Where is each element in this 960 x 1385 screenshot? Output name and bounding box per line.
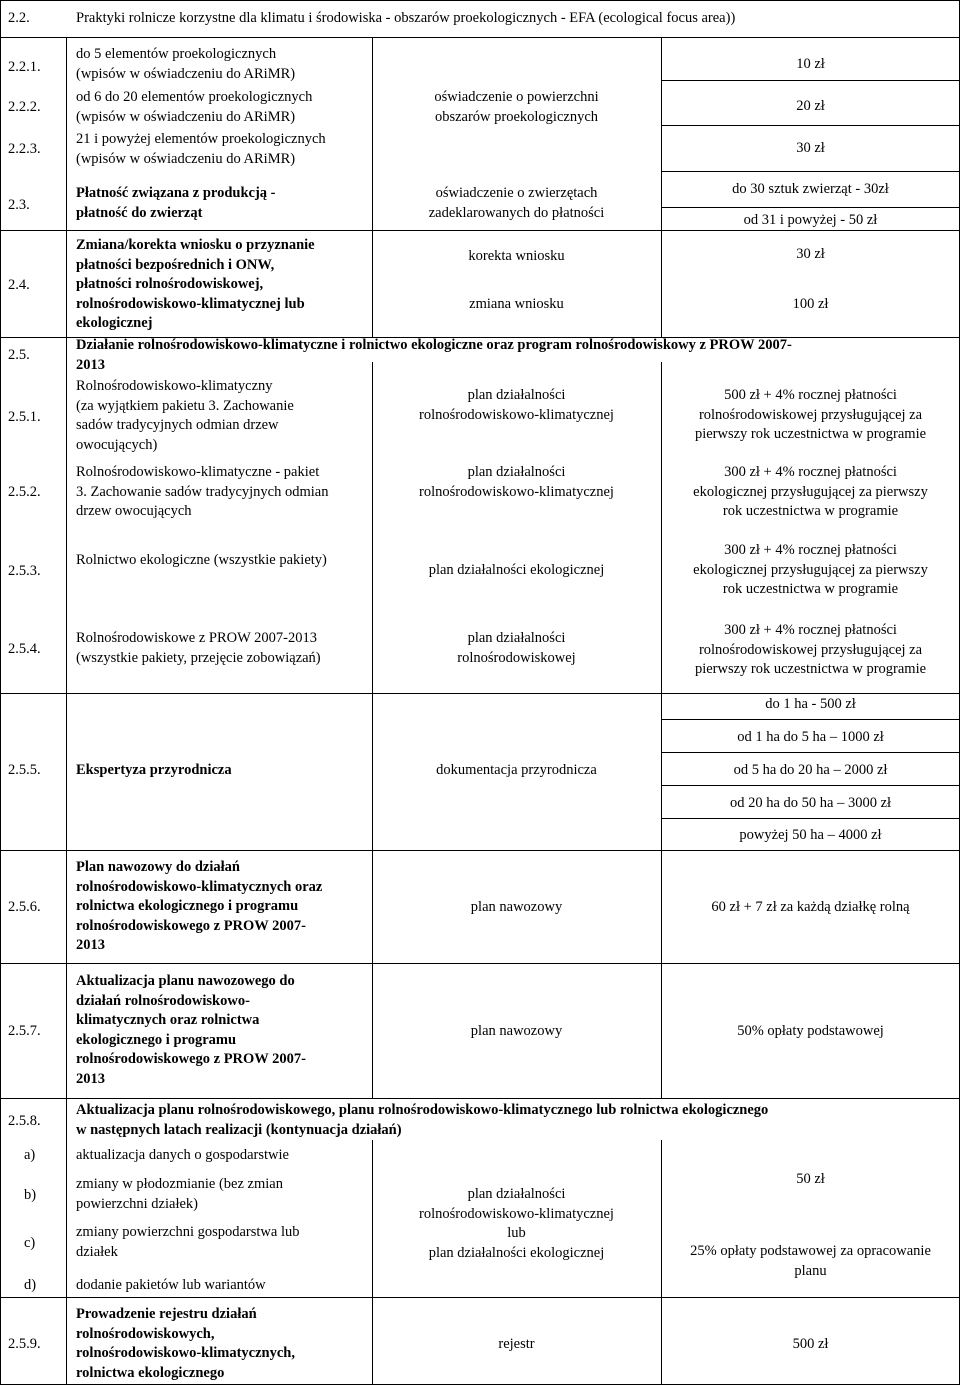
row-description: Rolnośrodowiskowe z PROW 2007-2013 (wszystkie pakiety, przejęcie zobowiązań): [76, 630, 321, 666]
row-description: aktualizacja danych o gospodarstwie: [76, 1147, 289, 1163]
row-document: oświadczenie o zwierzętach zadeklarowanych do płatności: [428, 185, 605, 221]
row-document: plan działalności rolnośrodowiskowo-klimatycznej: [419, 464, 614, 500]
row-document: rejestr: [498, 1336, 535, 1352]
price-divider: [661, 80, 960, 81]
row-divider: [0, 37, 960, 38]
row-number: 2.5.5.: [8, 762, 41, 778]
price-divider: [661, 785, 960, 786]
row-price: 300 zł + 4% rocznej płatności ekologicznej przysługującej za pierwszy rok uczestnictwa w programie: [693, 542, 928, 597]
row-description: Zmiana/korekta wniosku o przyznanie płatności bezpośrednich i ONW, płatności rolnośrodowiskowej, rolnośrodowiskowo-klimatycznej lub ekologicznej: [76, 237, 315, 331]
row-document: plan działalności rolnośrodowiskowej: [457, 630, 576, 666]
row-price: 20 zł: [796, 98, 825, 114]
row-description: dodanie pakietów lub wariantów: [76, 1277, 266, 1293]
row-number: 2.5.: [8, 347, 30, 363]
section-title: Praktyki rolnicze korzystne dla klimatu i środowiska - obszarów proekologicznych - EFA (ecological focus area)): [76, 10, 736, 26]
row-price: 100 zł: [792, 296, 829, 312]
row-description: Plan nawozowy do działań rolnośrodowiskowo-klimatycznych oraz rolnictwa ekologicznego i programu rolnośrodowiskowego z PROW 2007- 2013: [76, 859, 323, 953]
row-price: 300 zł + 4% rocznej płatności rolnośrodowiskowej przysługującej za pierwszy rok uczestnictwa w programie: [694, 622, 927, 677]
row-divider: [0, 850, 960, 851]
row-number: c): [24, 1235, 36, 1251]
row-document: oświadczenie o powierzchni obszarów proekologicznych: [434, 89, 599, 125]
row-price: od 31 i powyżej - 50 zł: [743, 212, 878, 228]
row-number: a): [24, 1147, 36, 1163]
row-price: 500 zł + 4% rocznej płatności rolnośrodowiskowej przysługującej za pierwszy rok uczestnictwa w programie: [694, 387, 927, 442]
column-divider-number: [66, 37, 67, 1385]
table-border-top: [0, 0, 960, 1]
row-price: od 1 ha do 5 ha – 1000 zł: [737, 729, 884, 745]
row-price: od 20 ha do 50 ha – 3000 zł: [729, 795, 892, 811]
row-description: Rolnośrodowiskowo-klimatyczny (za wyjątkiem pakietu 3. Zachowanie sadów tradycyjnych odmian drzew owocujących): [76, 378, 294, 453]
row-document: plan działalności rolnośrodowiskowo-klimatycznej: [419, 387, 614, 423]
row-number: 2.3.: [8, 197, 30, 213]
row-divider: [0, 1297, 960, 1298]
row-number: 2.4.: [8, 277, 30, 293]
row-number: 2.2.1.: [8, 59, 41, 75]
row-number: d): [24, 1277, 37, 1293]
row-number: 2.5.6.: [8, 899, 41, 915]
row-document: korekta wniosku: [468, 248, 565, 264]
row-description: do 5 elementów proekologicznych (wpisów w oświadczeniu do ARiMR): [76, 46, 296, 82]
row-number: 2.5.9.: [8, 1336, 41, 1352]
row-divider: [0, 1098, 960, 1099]
row-number: 2.5.2.: [8, 484, 41, 500]
row-description: Prowadzenie rejestru działań rolnośrodowiskowych, rolnośrodowiskowo-klimatycznych, rolnictwa ekologicznego: [76, 1306, 295, 1381]
row-description: Rolnośrodowiskowo-klimatyczne - pakiet 3. Zachowanie sadów tradycyjnych odmian drzew owocujących: [76, 464, 329, 519]
row-price: 10 zł: [796, 56, 825, 72]
row-price: 25% opłaty podstawowej za opracowanie planu: [690, 1243, 931, 1279]
row-document: dokumentacja przyrodnicza: [436, 762, 597, 778]
table-border-left: [0, 0, 1, 1385]
row-document: plan działalności ekologicznej: [428, 562, 605, 578]
row-description: od 6 do 20 elementów proekologicznych (wpisów w oświadczeniu do ARiMR): [76, 89, 313, 125]
row-description: Płatność związana z produkcją - płatność do zwierząt: [76, 185, 276, 221]
row-document: plan nawozowy: [470, 1023, 563, 1039]
row-number: b): [24, 1187, 37, 1203]
row-price: 300 zł + 4% rocznej płatności ekologicznej przysługującej za pierwszy rok uczestnictwa w programie: [693, 464, 928, 519]
row-description: zmiany w płodozmianie (bez zmian powierzchni działek): [76, 1176, 283, 1212]
row-number: 2.2.3.: [8, 141, 41, 157]
row-price: 30 zł: [796, 246, 825, 262]
row-price: 50% opłaty podstawowej: [737, 1023, 884, 1039]
row-number: 2.5.4.: [8, 641, 41, 657]
row-number: 2.5.1.: [8, 409, 41, 425]
row-number: 2.5.8.: [8, 1113, 41, 1129]
row-price: 500 zł: [792, 1336, 829, 1352]
row-divider: [0, 693, 960, 694]
row-document: zmiana wniosku: [469, 296, 564, 312]
section-number: 2.2.: [8, 10, 30, 26]
price-divider: [661, 171, 960, 172]
row-price: powyżej 50 ha – 4000 zł: [739, 827, 882, 843]
row-number: 2.5.3.: [8, 563, 41, 579]
row-description: Ekspertyza przyrodnicza: [76, 762, 232, 778]
price-divider: [661, 752, 960, 753]
price-divider: [661, 818, 960, 819]
row-document: plan działalności rolnośrodowiskowo-klimatycznej lub plan działalności ekologicznej: [419, 1186, 614, 1261]
row-price: do 1 ha - 500 zł: [765, 696, 856, 712]
row-number: 2.5.7.: [8, 1023, 41, 1039]
row-price: do 30 sztuk zwierząt - 30zł: [732, 181, 889, 197]
section-title: Działanie rolnośrodowiskowo-klimatyczne i rolnictwo ekologiczne oraz program rolnośrodowiskowy z PROW 2007- 2013: [76, 337, 792, 373]
row-description: Rolnictwo ekologiczne (wszystkie pakiety): [76, 552, 327, 568]
row-price: od 5 ha do 20 ha – 2000 zł: [733, 762, 888, 778]
price-divider: [661, 125, 960, 126]
price-divider: [661, 207, 960, 208]
row-divider: [0, 963, 960, 964]
section-title: Aktualizacja planu rolnośrodowiskowego, planu rolnośrodowiskowo-klimatycznego lub rolnictwa ekologicznego w następnych latach realizacji (kontynuacja działań): [76, 1102, 769, 1138]
row-price: 50 zł: [796, 1171, 825, 1187]
row-document: plan nawozowy: [470, 899, 563, 915]
row-description: 21 i powyżej elementów proekologicznych (wpisów w oświadczeniu do ARiMR): [76, 131, 326, 167]
row-number: 2.2.2.: [8, 99, 41, 115]
row-price: 60 zł + 7 zł za każdą działkę rolną: [711, 899, 910, 915]
price-divider: [661, 719, 960, 720]
row-price: 30 zł: [796, 140, 825, 156]
row-description: zmiany powierzchni gospodarstwa lub działek: [76, 1224, 300, 1260]
row-description: Aktualizacja planu nawozowego do działań rolnośrodowiskowo- klimatycznych oraz rolnictwa ekologicznego i programu rolnośrodowiskowego z PROW 2007- 2013: [76, 973, 306, 1087]
